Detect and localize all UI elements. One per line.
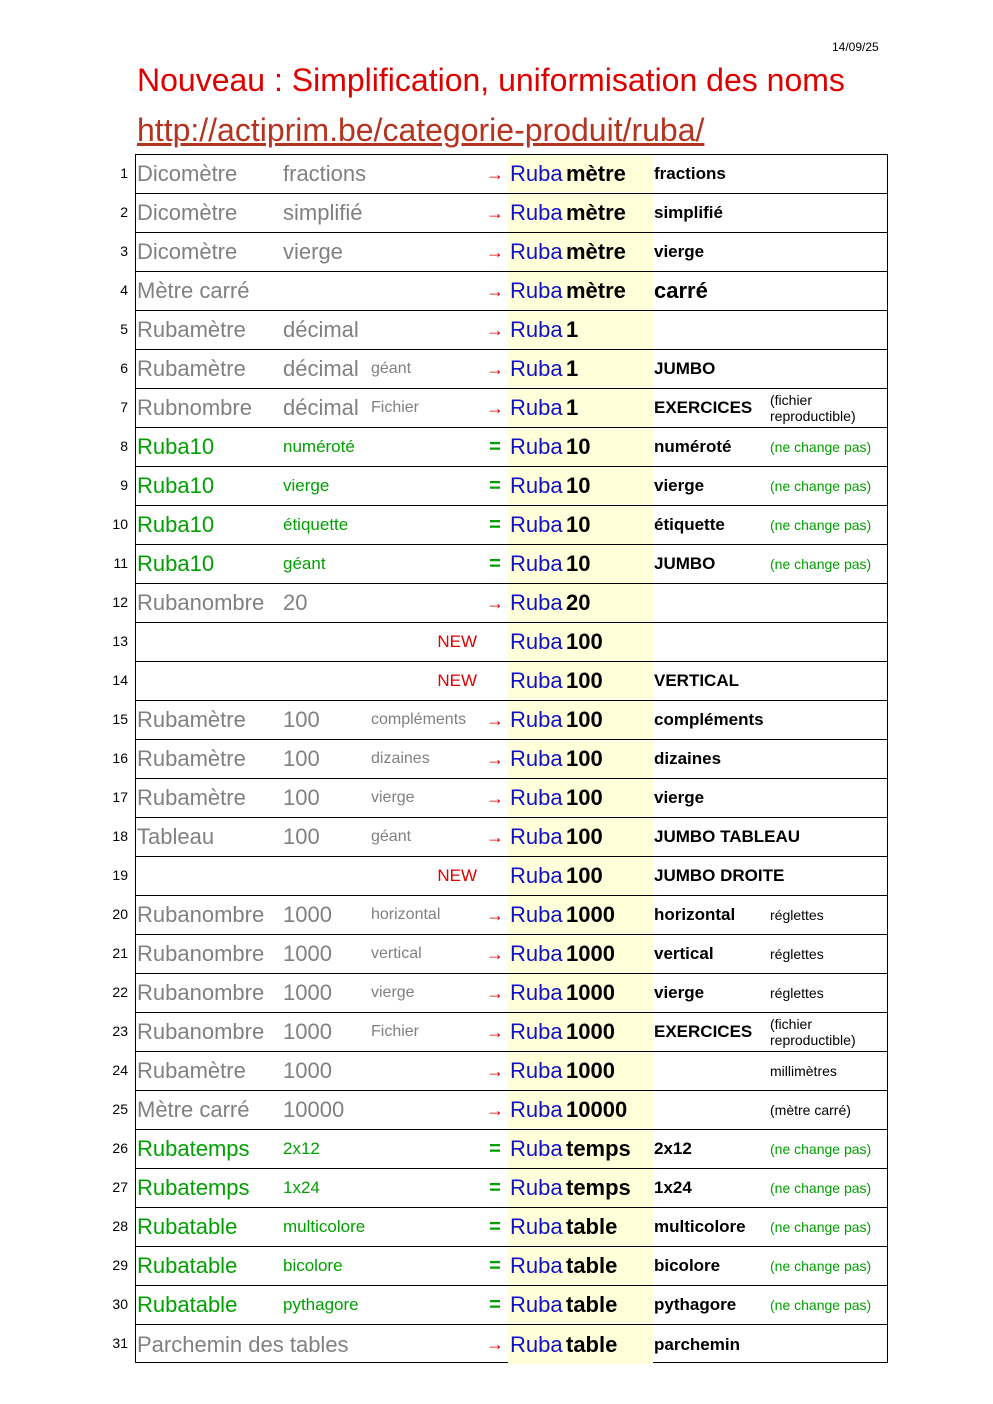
row-number: 28 <box>112 1218 128 1234</box>
new-name-suffix: table <box>566 1214 618 1239</box>
product-link[interactable]: http://actiprim.be/categorie-produit/ruba/ <box>137 112 705 148</box>
new-badge: NEW <box>437 632 477 651</box>
new-name-suffix: 1 <box>566 317 579 342</box>
old-variant: 2x12 <box>283 1139 320 1158</box>
old-variant: décimal <box>283 395 359 420</box>
row-number: 27 <box>112 1179 128 1195</box>
new-description: carré <box>654 278 708 303</box>
new-name-suffix: temps <box>566 1175 631 1200</box>
ruba-prefix: Ruba <box>510 824 563 849</box>
new-name-suffix: 10 <box>566 551 591 576</box>
row-number: 30 <box>112 1296 128 1312</box>
row-number: 10 <box>112 516 128 532</box>
row-number: 2 <box>120 204 128 220</box>
old-name: Rubamètre <box>137 1058 246 1083</box>
old-variant: multicolore <box>283 1217 366 1236</box>
new-description: 2x12 <box>654 1139 692 1158</box>
ruba-prefix: Ruba <box>510 980 563 1005</box>
table-row <box>136 545 887 584</box>
arrow-icon: → <box>486 826 504 847</box>
row-number: 29 <box>112 1257 128 1273</box>
new-description: fractions <box>654 164 726 183</box>
new-description: JUMBO <box>654 554 716 573</box>
row-number: 16 <box>112 750 128 766</box>
row-note: réglettes <box>770 907 824 923</box>
new-description: 1x24 <box>654 1178 692 1197</box>
table-row <box>136 155 887 194</box>
ruba-prefix: Ruba <box>510 707 563 732</box>
new-description: pythagore <box>654 1295 737 1314</box>
old-name: Dicomètre <box>137 239 238 264</box>
row-number: 5 <box>120 321 128 337</box>
new-description: VERTICAL <box>654 671 739 690</box>
row-note: (ne change pas) <box>770 439 872 455</box>
table-row <box>136 311 887 350</box>
new-description: numéroté <box>654 437 732 456</box>
table-row <box>136 506 887 545</box>
old-name: Rubanombre <box>137 980 265 1005</box>
old-variant: 1000 <box>283 902 332 927</box>
ruba-prefix: Ruba <box>510 1331 563 1357</box>
ruba-prefix: Ruba <box>510 1058 563 1083</box>
table-row <box>136 974 887 1013</box>
new-name-suffix: table <box>566 1253 618 1278</box>
arrow-icon: → <box>486 202 504 223</box>
old-detail: géant <box>371 828 412 845</box>
new-name-suffix: table <box>566 1331 618 1357</box>
ruba-prefix: Ruba <box>510 1136 563 1161</box>
new-description: multicolore <box>654 1217 746 1236</box>
new-description: compléments <box>654 710 764 729</box>
old-detail: vertical <box>371 945 422 962</box>
row-number: 22 <box>112 984 128 1000</box>
ruba-prefix: Ruba <box>510 278 563 303</box>
old-variant: géant <box>283 554 326 573</box>
old-name: Rubanombre <box>137 590 265 615</box>
arrow-icon: → <box>486 943 504 964</box>
table-row <box>136 1286 887 1325</box>
ruba-prefix: Ruba <box>510 356 563 381</box>
old-name: Dicomètre <box>137 161 238 186</box>
ruba-prefix: Ruba <box>510 668 563 693</box>
old-variant: 100 <box>283 707 320 732</box>
old-variant: 20 <box>283 590 308 615</box>
old-variant: 1000 <box>283 1058 332 1083</box>
new-name-suffix: 100 <box>566 707 603 732</box>
old-name: Ruba10 <box>137 512 215 537</box>
new-name-suffix: 1000 <box>566 1019 615 1044</box>
new-name-suffix: table <box>566 1292 618 1317</box>
old-detail: dizaines <box>371 750 430 767</box>
row-number: 23 <box>112 1023 128 1039</box>
old-variant: fractions <box>283 161 367 186</box>
old-name: Rubatable <box>137 1214 238 1239</box>
arrow-icon: → <box>486 280 504 301</box>
row-note: (ne change pas) <box>770 1219 872 1235</box>
table-row <box>136 701 887 740</box>
new-name-suffix: mètre <box>566 161 626 186</box>
old-variant: 100 <box>283 746 320 771</box>
old-name: Rubatable <box>137 1292 238 1317</box>
row-number: 12 <box>112 594 128 610</box>
new-description: bicolore <box>654 1256 721 1275</box>
row-number: 18 <box>112 828 128 844</box>
new-name-suffix: 100 <box>566 746 603 771</box>
table-row <box>136 623 887 662</box>
new-description: parchemin <box>654 1334 740 1354</box>
arrow-icon: → <box>486 241 504 262</box>
arrow-icon: → <box>486 592 504 613</box>
table-row <box>136 1013 887 1052</box>
ruba-prefix: Ruba <box>510 941 563 966</box>
table-row <box>136 428 887 467</box>
table-row <box>136 818 887 857</box>
renaming-table <box>135 154 888 1363</box>
new-description: étiquette <box>654 515 725 534</box>
old-variant: 1000 <box>283 980 332 1005</box>
row-number: 26 <box>112 1140 128 1156</box>
row-number: 24 <box>112 1062 128 1078</box>
document-date: 14/09/25 <box>832 40 879 54</box>
ruba-prefix: Ruba <box>510 434 563 459</box>
arrow-icon: → <box>486 1099 504 1120</box>
row-number: 3 <box>120 243 128 259</box>
row-number: 6 <box>120 360 128 376</box>
ruba-prefix: Ruba <box>510 317 563 342</box>
new-description: EXERCICES <box>654 1022 753 1041</box>
ruba-prefix: Ruba <box>510 1292 563 1317</box>
old-name: Rubanombre <box>137 902 265 927</box>
ruba-prefix: Ruba <box>510 512 563 537</box>
row-note: (ne change pas) <box>770 1297 872 1313</box>
row-number: 13 <box>112 633 128 649</box>
new-description: vierge <box>654 983 705 1002</box>
old-variant: décimal <box>283 356 359 381</box>
table-row <box>136 1247 887 1286</box>
row-number: 20 <box>112 906 128 922</box>
table-row <box>136 467 887 506</box>
old-name: Rubanombre <box>137 1019 265 1044</box>
ruba-prefix: Ruba <box>510 1097 563 1122</box>
new-name-suffix: 10 <box>566 434 591 459</box>
table-row <box>136 1130 887 1169</box>
equals-icon: = <box>489 1293 501 1316</box>
old-detail: horizontal <box>371 906 441 923</box>
row-note: (fichier reproductible) <box>770 1016 856 1048</box>
arrow-icon: → <box>486 748 504 769</box>
new-description: vierge <box>654 476 705 495</box>
arrow-icon: → <box>486 1334 504 1354</box>
new-name-suffix: 100 <box>566 824 603 849</box>
row-number: 11 <box>113 555 128 571</box>
arrow-icon: → <box>486 397 504 418</box>
row-number: 17 <box>112 789 128 805</box>
table-row <box>136 740 887 779</box>
row-number: 7 <box>120 399 128 415</box>
new-name-suffix: 1000 <box>566 980 615 1005</box>
equals-icon: = <box>489 435 501 458</box>
ruba-prefix: Ruba <box>510 863 563 888</box>
arrow-icon: → <box>486 163 504 184</box>
arrow-icon: → <box>486 1021 504 1042</box>
row-note: (ne change pas) <box>770 1141 872 1157</box>
arrow-icon: → <box>486 787 504 808</box>
old-name: Tableau <box>137 824 215 849</box>
equals-icon: = <box>489 1137 501 1160</box>
old-variant: bicolore <box>283 1256 343 1275</box>
row-note: (ne change pas) <box>770 556 872 572</box>
new-name-suffix: mètre <box>566 239 626 264</box>
row-number: 8 <box>120 438 128 454</box>
ruba-prefix: Ruba <box>510 1253 563 1278</box>
ruba-prefix: Ruba <box>510 473 563 498</box>
old-name: Ruba10 <box>137 473 215 498</box>
new-description: vierge <box>654 788 705 807</box>
new-badge: NEW <box>437 671 477 690</box>
new-name-suffix: 100 <box>566 668 603 693</box>
table-row <box>136 779 887 818</box>
new-name-suffix: 1000 <box>566 941 615 966</box>
arrow-icon: → <box>486 1060 504 1081</box>
document-title: Nouveau : Simplification, uniformisation des noms <box>137 62 845 98</box>
table-row <box>136 350 887 389</box>
ruba-prefix: Ruba <box>510 161 563 186</box>
old-variant: 100 <box>283 785 320 810</box>
row-note: (ne change pas) <box>770 1258 872 1274</box>
new-name-suffix: 10 <box>566 473 591 498</box>
old-variant: pythagore <box>283 1295 359 1314</box>
old-name: Mètre carré <box>137 278 250 303</box>
table-row <box>136 1091 887 1130</box>
old-variant: numéroté <box>283 437 355 456</box>
new-badge: NEW <box>437 866 477 885</box>
new-name-suffix: 20 <box>566 590 591 615</box>
arrow-icon: → <box>486 982 504 1003</box>
arrow-icon: → <box>486 319 504 340</box>
new-name-suffix: 1 <box>566 356 579 381</box>
old-name: Rubanombre <box>137 941 265 966</box>
row-number: 4 <box>120 282 128 298</box>
table-row <box>136 233 887 272</box>
new-description: JUMBO <box>654 359 716 378</box>
old-variant: décimal <box>283 317 359 342</box>
equals-icon: = <box>489 1215 501 1238</box>
row-number: 1 <box>120 165 128 181</box>
row-note: réglettes <box>770 946 824 962</box>
old-variant: simplifié <box>283 200 363 225</box>
row-note: (ne change pas) <box>770 517 872 533</box>
old-detail: Fichier <box>371 1023 420 1040</box>
ruba-prefix: Ruba <box>510 395 563 420</box>
new-name-suffix: mètre <box>566 278 626 303</box>
old-detail: géant <box>371 360 412 377</box>
old-detail: compléments <box>371 711 467 728</box>
old-name: Mètre carré <box>137 1097 250 1122</box>
old-variant: 10000 <box>283 1097 345 1122</box>
new-name-suffix: 10 <box>566 512 591 537</box>
new-name-suffix: temps <box>566 1136 631 1161</box>
equals-icon: = <box>489 1254 501 1277</box>
table-row <box>136 272 887 311</box>
old-variant: vierge <box>283 476 330 495</box>
ruba-prefix: Ruba <box>510 1214 563 1239</box>
table-row <box>136 584 887 623</box>
table-row <box>136 1169 887 1208</box>
table-row <box>136 194 887 233</box>
old-name: Rubatable <box>137 1253 238 1278</box>
old-variant: 1000 <box>283 941 332 966</box>
old-name: Rubamètre <box>137 707 246 732</box>
new-name-suffix: mètre <box>566 200 626 225</box>
row-note: millimètres <box>770 1063 837 1079</box>
equals-icon: = <box>489 552 501 575</box>
old-name: Dicomètre <box>137 200 238 225</box>
table-row <box>136 857 887 896</box>
equals-icon: = <box>489 1176 501 1199</box>
table-row <box>136 935 887 974</box>
new-description: JUMBO DROITE <box>654 866 785 885</box>
old-name: Rubamètre <box>137 785 246 810</box>
row-note: (ne change pas) <box>770 1180 872 1196</box>
new-name-suffix: 1 <box>566 395 579 420</box>
row-number: 21 <box>112 945 128 961</box>
row-note: (mètre carré) <box>770 1102 851 1118</box>
old-name: Rubamètre <box>137 317 246 342</box>
table-row <box>136 389 887 428</box>
row-note: (ne change pas) <box>770 478 872 494</box>
new-name-suffix: 1000 <box>566 1058 615 1083</box>
ruba-prefix: Ruba <box>510 1175 563 1200</box>
old-name: Rubamètre <box>137 746 246 771</box>
old-variant: étiquette <box>283 515 349 534</box>
new-description: simplifié <box>654 203 723 222</box>
ruba-prefix: Ruba <box>510 200 563 225</box>
new-description: vierge <box>654 242 705 261</box>
arrow-icon: → <box>486 358 504 379</box>
arrow-icon: → <box>486 709 504 730</box>
new-description: JUMBO TABLEAU <box>654 827 801 846</box>
row-number: 9 <box>120 477 128 493</box>
row-number: 31 <box>112 1335 128 1351</box>
old-name: Rubnombre <box>137 395 252 420</box>
table-row <box>136 1208 887 1247</box>
ruba-prefix: Ruba <box>510 629 563 654</box>
row-number: 15 <box>112 711 128 727</box>
old-name: Parchemin des tables <box>137 1331 349 1357</box>
row-number: 25 <box>112 1101 128 1117</box>
new-description: EXERCICES <box>654 398 753 417</box>
old-variant: 1x24 <box>283 1178 320 1197</box>
new-description: horizontal <box>654 905 736 924</box>
row-note: réglettes <box>770 985 824 1001</box>
old-name: Rubatemps <box>137 1175 250 1200</box>
old-detail: vierge <box>371 984 415 1001</box>
table-row <box>136 1325 887 1364</box>
equals-icon: = <box>489 474 501 497</box>
arrow-icon: → <box>486 904 504 925</box>
old-variant: vierge <box>283 239 343 264</box>
new-description: dizaines <box>654 749 722 768</box>
new-name-suffix: 100 <box>566 863 603 888</box>
old-variant: 1000 <box>283 1019 332 1044</box>
ruba-prefix: Ruba <box>510 902 563 927</box>
new-name-suffix: 100 <box>566 785 603 810</box>
row-number: 14 <box>112 672 128 688</box>
ruba-prefix: Ruba <box>510 551 563 576</box>
table-row <box>136 896 887 935</box>
ruba-prefix: Ruba <box>510 239 563 264</box>
ruba-prefix: Ruba <box>510 590 563 615</box>
table-row <box>136 662 887 701</box>
new-name-suffix: 100 <box>566 629 603 654</box>
table-row <box>136 1052 887 1091</box>
ruba-prefix: Ruba <box>510 746 563 771</box>
old-detail: Fichier <box>371 399 420 416</box>
row-number: 19 <box>112 867 128 883</box>
ruba-prefix: Ruba <box>510 1019 563 1044</box>
old-detail: vierge <box>371 789 415 806</box>
new-description: vertical <box>654 944 714 963</box>
new-name-suffix: 10000 <box>566 1097 628 1122</box>
old-name: Ruba10 <box>137 551 215 576</box>
old-variant: 100 <box>283 824 320 849</box>
new-name-suffix: 1000 <box>566 902 615 927</box>
old-name: Rubamètre <box>137 356 246 381</box>
old-name: Rubatemps <box>137 1136 250 1161</box>
old-name: Ruba10 <box>137 434 215 459</box>
row-note: (fichier reproductible) <box>770 392 856 424</box>
equals-icon: = <box>489 513 501 536</box>
ruba-prefix: Ruba <box>510 785 563 810</box>
